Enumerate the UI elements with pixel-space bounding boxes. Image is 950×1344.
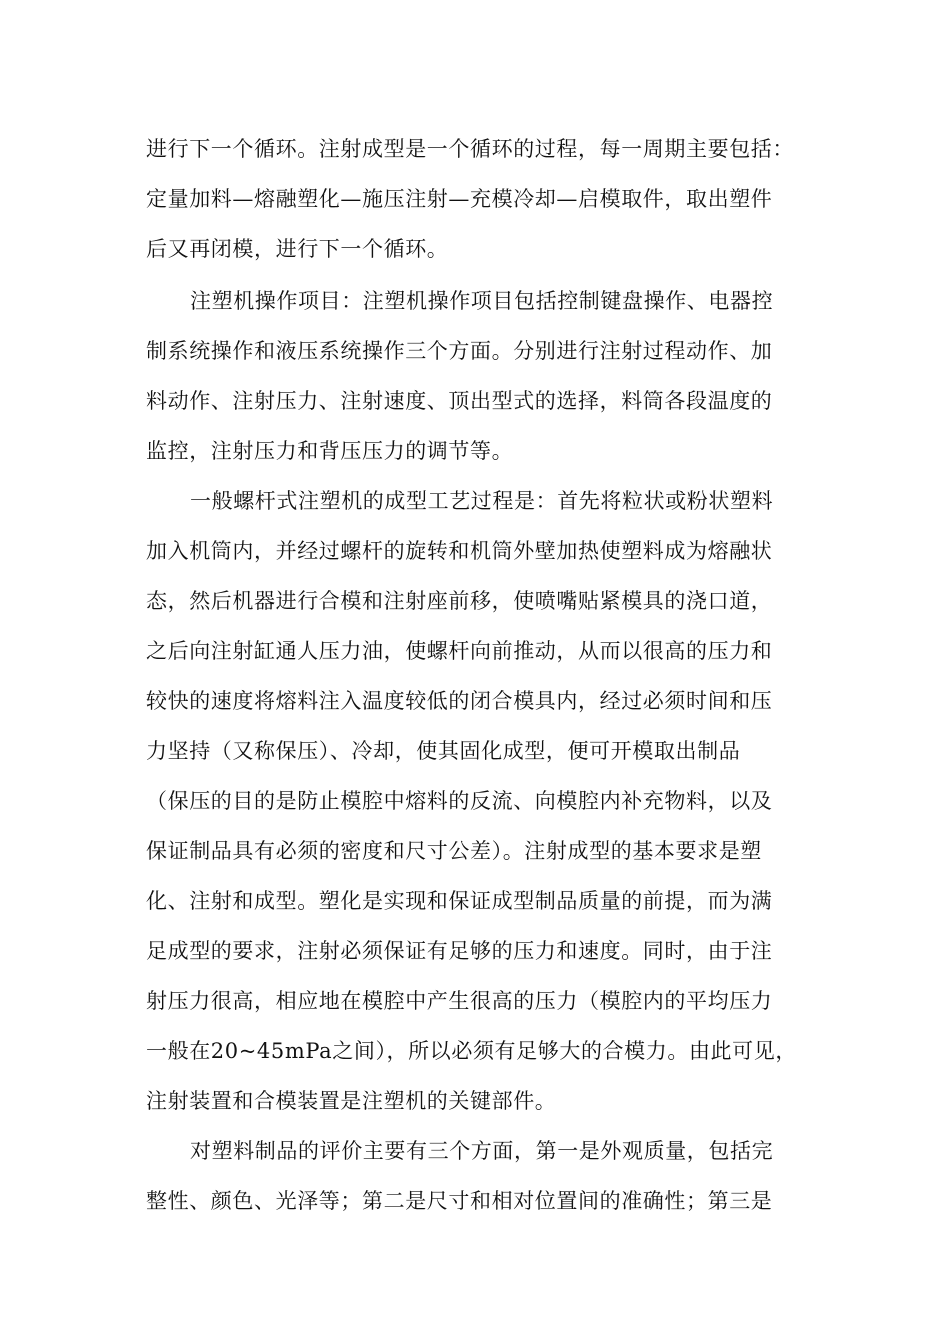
text-line: 监控，注射压力和背压压力的调节等。 xyxy=(146,439,514,463)
text-line: 一般螺杆式注塑机的成型工艺过程是：首先将粒状或粉状塑料 xyxy=(190,489,774,513)
text-line: 注塑机操作项目：注塑机操作项目包括控制键盘操作、电器控 xyxy=(190,289,774,313)
text-line: 射压力很高，相应地在模腔中产生很高的压力（模腔内的平均压力 xyxy=(146,989,773,1013)
text-line: 足成型的要求，注射必须保证有足够的压力和速度。同时，由于注 xyxy=(146,939,773,963)
text-line: 整性、颜色、光泽等；第二是尺寸和相对位置间的准确性；第三是 xyxy=(146,1189,773,1213)
text-line: 保证制品具有必须的密度和尺寸公差）。注射成型的基本要求是塑 xyxy=(146,839,762,863)
text-line: 注射装置和合模装置是注塑机的关键部件。 xyxy=(146,1089,557,1113)
text-line: 制系统操作和液压系统操作三个方面。分别进行注射过程动作、加 xyxy=(146,339,773,363)
text-line: 定量加料—熔融塑化—施压注射—充模冷却—启模取件，取出塑件 xyxy=(146,187,773,211)
text-line: 力坚持（又称保压）、冷却，使其固化成型，便可开模取出制品 xyxy=(146,739,741,763)
text-line: 进行下一个循环。注射成型是一个循环的过程，每一周期主要包括： xyxy=(146,137,794,161)
text-line: 之后向注射缸通人压力油，使螺杆向前推动，从而以很高的压力和 xyxy=(146,639,773,663)
text-line: 较快的速度将熔料注入温度较低的闭合模具内，经过必须时间和压 xyxy=(146,689,773,713)
text-line: 加入机筒内，并经过螺杆的旋转和机筒外壁加热使塑料成为熔融状 xyxy=(146,539,773,563)
text-line: 后又再闭模，进行下一个循环。 xyxy=(146,237,449,261)
text-line: 态，然后机器进行合模和注射座前移，使喷嘴贴紧模具的浇口道， xyxy=(146,589,773,613)
text-line: 对塑料制品的评价主要有三个方面，第一是外观质量，包括完 xyxy=(190,1139,774,1163)
text-line: 一般在20~45mPa之间），所以必须有足够大的合模力。由此可见， xyxy=(146,1039,797,1063)
text-line: 化、注射和成型。塑化是实现和保证成型制品质量的前提，而为满 xyxy=(146,889,773,913)
text-line: （保压的目的是防止模腔中熔料的反流、向模腔内补充物料，以及 xyxy=(146,789,773,813)
text-line: 料动作、注射压力、注射速度、顶出型式的选择，料筒各段温度的 xyxy=(146,389,773,413)
